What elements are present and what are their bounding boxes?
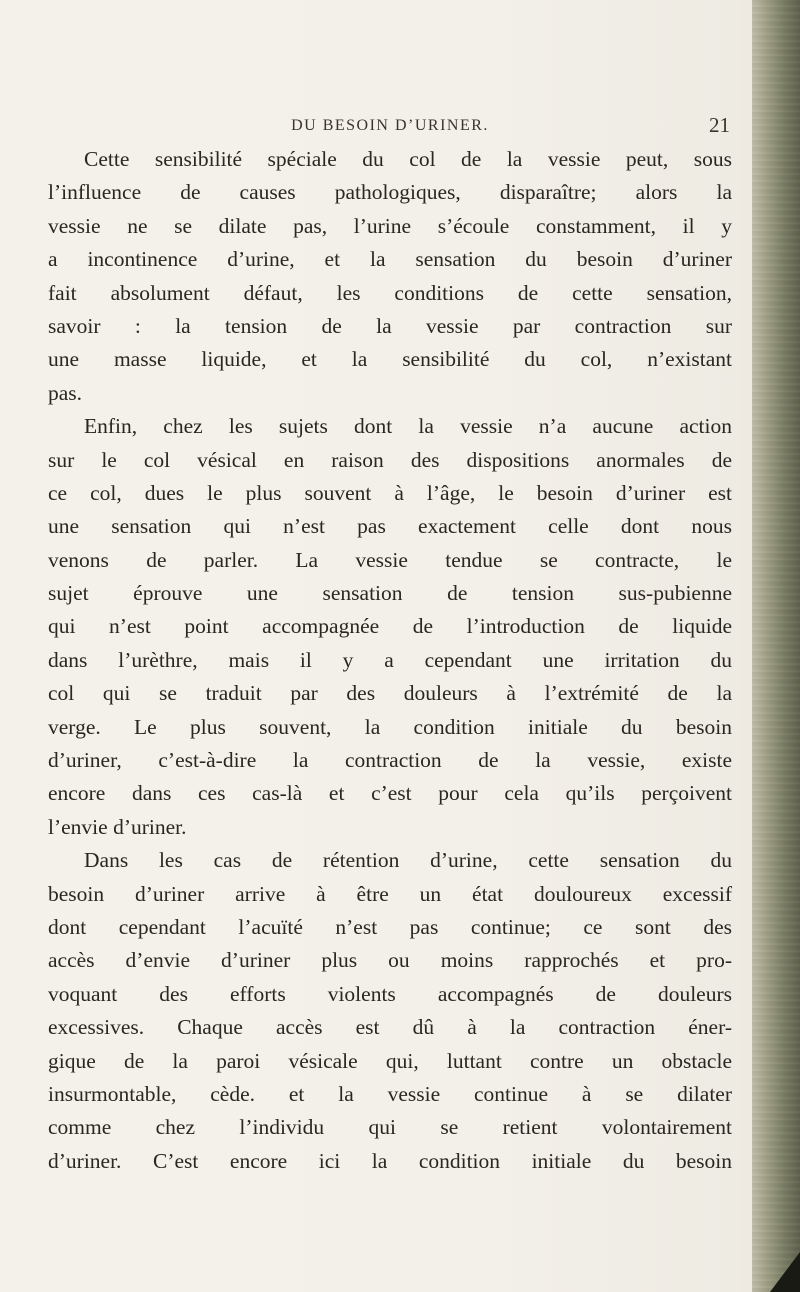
text-line: une masse liquide, et la sensibilité du col, n’existant: [48, 347, 732, 372]
page-number: 21: [709, 113, 730, 137]
text-line: venons de parler. La vessie tendue se contracte, le: [48, 547, 732, 572]
text-line: a incontinence d’urine, et la sensation du besoin d’uriner: [48, 247, 732, 272]
text-line: excessives. Chaque accès est dû à la contraction éner-: [48, 1015, 732, 1040]
text-line: dans l’urèthre, mais il y a cependant une irritation du: [48, 647, 732, 672]
text-line: accès d’envie d’uriner plus ou moins rapprochés et pro-: [48, 948, 732, 973]
text-line: encore dans ces cas-là et c’est pour cela qu’ils perçoivent: [48, 781, 732, 806]
text-line: une sensation qui n’est pas exactement celle dont nous: [48, 514, 732, 539]
text-line: vessie ne se dilate pas, l’urine s’écoule constamment, il y: [48, 213, 732, 238]
running-head: DU BESOIN D’URINER.: [291, 117, 489, 134]
text-line: dont cependant l’acuïté n’est pas continue; ce sont des: [48, 914, 732, 939]
scan-corner: [770, 1252, 800, 1292]
text-line: col qui se traduit par des douleurs à l’extrémité de la: [48, 681, 732, 706]
text-line: voquant des efforts violents accompagnés de douleurs: [48, 981, 732, 1006]
text-line: ce col, dues le plus souvent à l’âge, le besoin d’uriner est: [48, 480, 732, 505]
text-line: Cette sensibilité spéciale du col de la vessie peut, sous: [84, 147, 732, 171]
text-line: comme chez l’individu qui se retient volontairement: [48, 1115, 732, 1140]
text-line: gique de la paroi vésicale qui, luttant contre un obstacle: [48, 1048, 732, 1073]
body-text: [48, 143, 732, 1178]
text-line: insurmontable, cède. et la vessie continue à se dilater: [48, 1081, 732, 1106]
text-line: qui n’est point accompagnée de l’introduction de liquide: [48, 614, 732, 639]
text-line: besoin d’uriner arrive à être un état douloureux excessif: [48, 881, 732, 906]
text-line: d’uriner, c’est-à-dire la contraction de la vessie, existe: [48, 748, 732, 773]
text-line: sujet éprouve une sensation de tension sus-pubienne: [48, 581, 732, 606]
text-line: d’uriner. C’est encore ici la condition initiale du besoin: [48, 1148, 732, 1173]
text-line: fait absolument défaut, les conditions de cette sensation,: [48, 280, 732, 305]
text-line: l’influence de causes pathologiques, disparaître; alors la: [48, 180, 732, 205]
text-line: sur le col vésical en raison des dispositions anormales de: [48, 447, 732, 472]
text-line: Dans les cas de rétention d’urine, cette sensation du: [84, 848, 732, 873]
text-line: l’envie d’uriner.: [48, 814, 187, 839]
text-line: Enfin, chez les sujets dont la vessie n’a aucune action: [84, 414, 732, 439]
text-line: pas.: [48, 380, 83, 405]
text-line: verge. Le plus souvent, la condition initiale du besoin: [48, 714, 732, 739]
text-line: savoir : la tension de la vessie par contraction sur: [48, 313, 732, 338]
page-header: [50, 113, 730, 143]
scan-edge: [752, 0, 800, 1292]
